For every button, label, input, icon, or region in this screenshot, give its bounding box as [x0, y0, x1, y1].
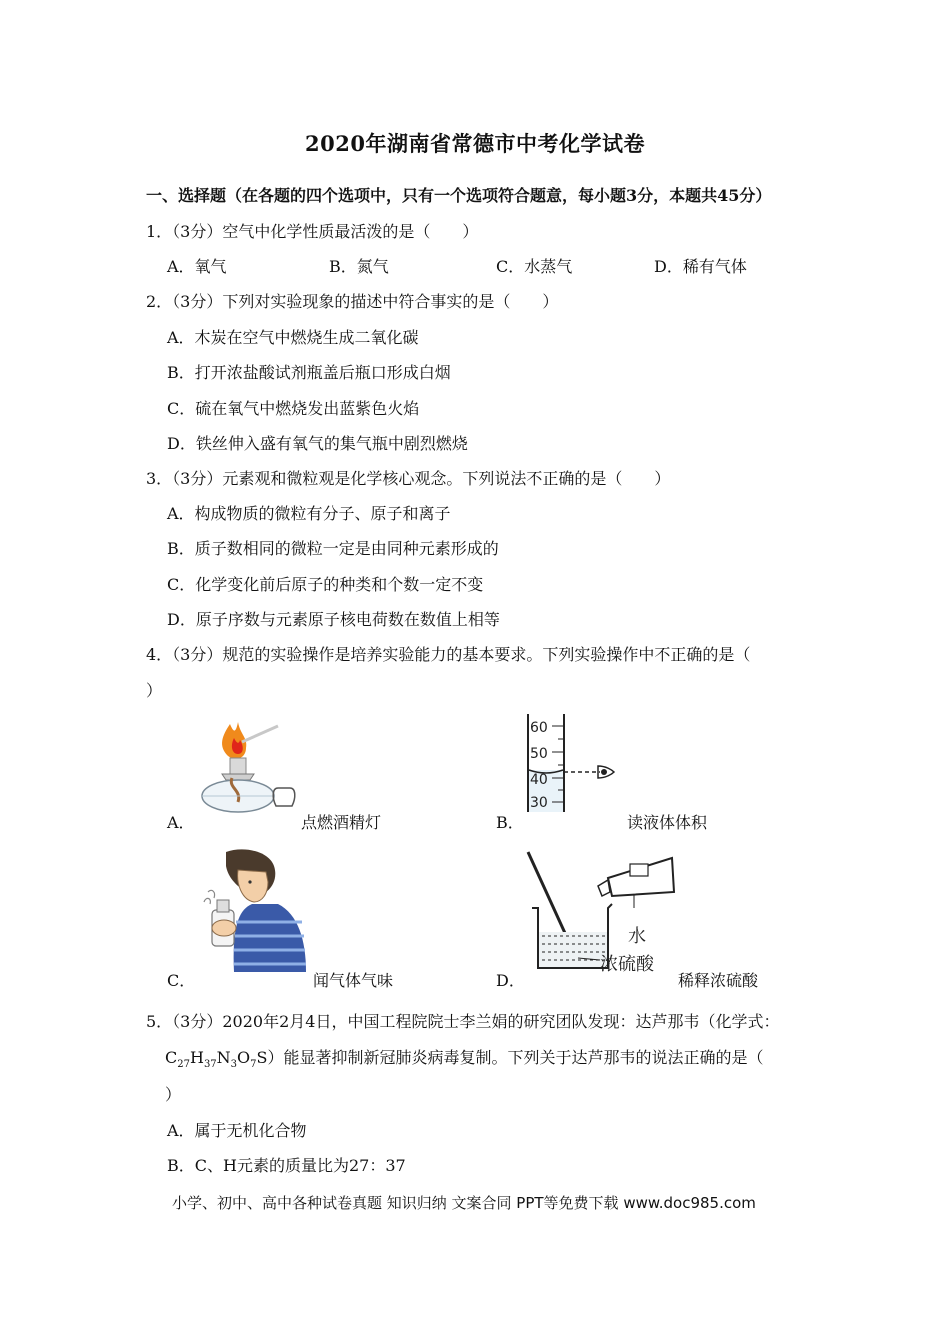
cylinder-tick-40: 40	[530, 772, 548, 788]
question-3-option-b: B．质子数相同的微粒一定是由同种元素形成的	[167, 539, 499, 558]
formula-s: S	[256, 1048, 268, 1067]
question-2-stem: 2．（3分）下列对实验现象的描述中符合事实的是（ ）	[146, 292, 559, 311]
question-5-stem-line2	[165, 1045, 764, 1070]
question-1-option-d: D．稀有气体	[654, 257, 747, 276]
question-4-option-a-caption: 点燃酒精灯	[301, 813, 382, 832]
question-1-option-b: B．氮气	[329, 257, 389, 276]
question-2-option-b: B．打开浓盐酸试剂瓶盖后瓶口形成白烟	[167, 363, 451, 382]
question-5-option-a: A．属于无机化合物	[167, 1121, 307, 1140]
acid-label: 浓硫酸	[600, 954, 654, 972]
page-title: 2020年湖南省常德市中考化学试卷	[305, 131, 645, 156]
question-2-option-d: D．铁丝伸入盛有氧气的集气瓶中剧烈燃烧	[167, 434, 468, 453]
question-5-option-b: B．C、H元素的质量比为27：37	[167, 1156, 406, 1175]
alcohol-lamp-icon	[192, 712, 302, 816]
question-1-stem: 1．（3分）空气中化学性质最活泼的是（ ）	[146, 222, 479, 241]
question-5-stem-line1: 5．（3分）2020年2月4日，中国工程院院士李兰娟的研究团队发现：达芦那韦（化学式：	[146, 1012, 780, 1031]
question-5-stem-rest: ）能显著抑制新冠肺炎病毒复制。下列关于达芦那韦的说法正确的是（	[267, 1048, 764, 1067]
question-4-stem-end: ）	[146, 681, 163, 700]
question-4-option-b-letter: B．	[496, 813, 524, 832]
question-2-option-c: C．硫在氧气中燃烧发出蓝紫色火焰	[167, 399, 420, 418]
question-3-option-c: C．化学变化前后原子的种类和个数一定不变	[167, 575, 484, 594]
question-4-option-a-letter: A．	[167, 813, 195, 832]
question-5-stem-end: ）	[165, 1085, 182, 1104]
formula-h: H	[189, 1048, 204, 1067]
question-2-option-a: A．木炭在空气中燃烧生成二氧化碳	[167, 328, 419, 347]
formula-n-count: 3	[230, 1059, 238, 1071]
question-4-stem: 4．（3分）规范的实验操作是培养实验能力的基本要求。下列实验操作中不正确的是（	[146, 645, 751, 664]
question-3-option-a: A．构成物质的微粒有分子、原子和离子	[167, 504, 451, 523]
formula-c: C	[165, 1048, 178, 1067]
formula-h-count: 37	[203, 1059, 217, 1071]
cylinder-tick-50: 50	[530, 746, 548, 762]
page-footer: 小学、初中、高中各种试卷真题 知识归纳 文案合同 PPT等免费下载 www.doc985.com	[172, 1194, 756, 1212]
question-4-option-c-letter: C．	[167, 971, 196, 990]
formula-n: N	[216, 1048, 231, 1067]
boy-smelling-icon	[192, 848, 312, 972]
question-4-option-c-caption: 闻气体气味	[313, 971, 394, 990]
question-1-option-c: C．水蒸气	[496, 257, 573, 276]
question-4-option-d-letter: D．	[496, 971, 525, 990]
question-4-option-b-caption: 读液体体积	[627, 813, 708, 832]
question-3-option-d: D．原子序数与元素原子核电荷数在数值上相等	[167, 610, 500, 629]
cylinder-tick-60: 60	[530, 720, 548, 736]
question-3-stem: 3．（3分）元素观和微粒观是化学核心观念。下列说法不正确的是（ ）	[146, 469, 671, 488]
formula-o: O	[237, 1048, 251, 1067]
formula-c-count: 27	[177, 1059, 190, 1071]
graduated-cylinder-icon	[518, 712, 628, 812]
water-label: 水	[628, 926, 646, 947]
beaker-dilution-icon	[522, 848, 678, 972]
section-heading: 一、选择题（在各题的四个选项中，只有一个选项符合题意，每小题3分，本题共45分）	[146, 186, 772, 205]
question-4-option-d-caption: 稀释浓硫酸	[678, 971, 759, 990]
cylinder-tick-30: 30	[530, 795, 548, 811]
question-1-option-a: A．氧气	[167, 257, 227, 276]
formula-o-count: 7	[250, 1059, 257, 1071]
